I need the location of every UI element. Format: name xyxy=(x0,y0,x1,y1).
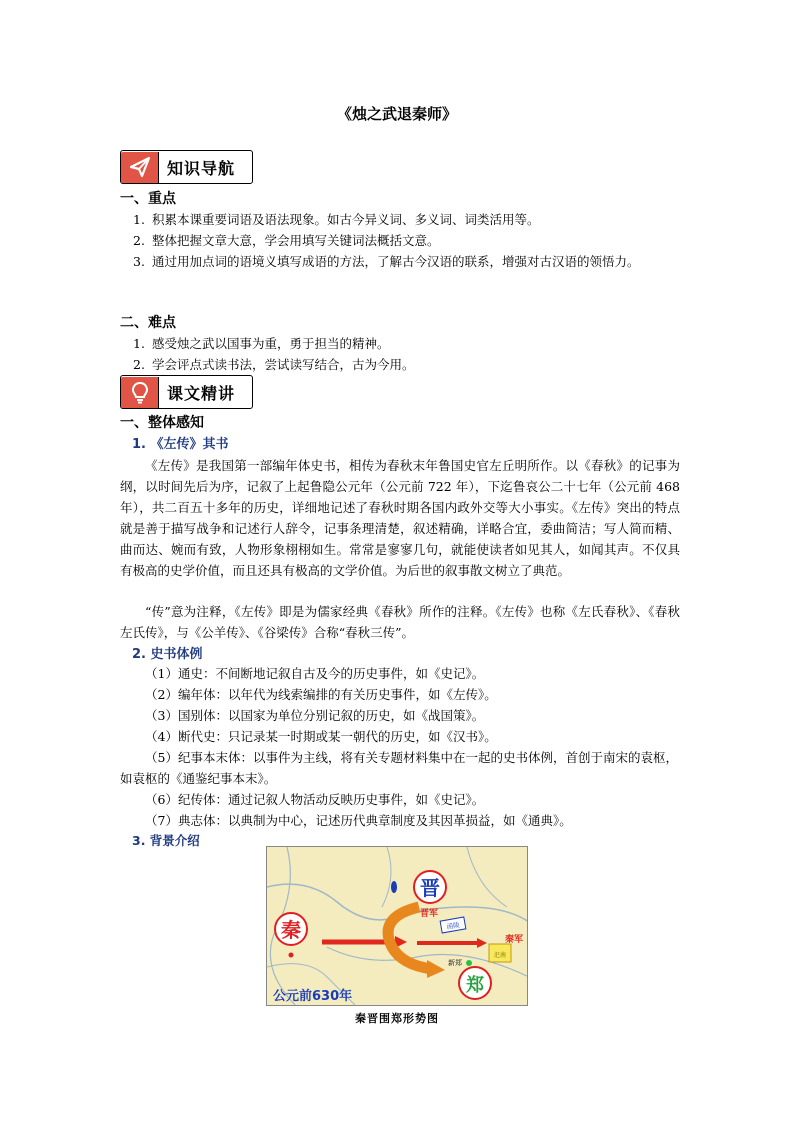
sub-heading-zuozhuan: 1. 《左传》其书 xyxy=(132,437,229,452)
xinzheng-marker xyxy=(466,960,472,966)
list-item: 1. 积累本课重要词语及语法现象。如古今异义词、多义词、词类活用等。 xyxy=(133,212,540,227)
list-item: （3）国别体：以国家为单位分别记叙的历史，如《战国策》。 xyxy=(145,708,485,723)
map-svg xyxy=(267,847,528,1006)
xinzheng-label: 新郑 xyxy=(448,959,462,967)
list-item: （2）编年体：以年代为线索编排的有关历史事件，如《左传》。 xyxy=(145,687,497,702)
jin-label: 晋 xyxy=(420,876,440,900)
sub-heading-history-styles: 2. 史书体例 xyxy=(132,647,203,662)
list-item: （7）典志体：以典制为中心，记述历代典章制度及其因革损益，如《通典》。 xyxy=(145,813,572,828)
page-title: 《烛之武退秦师》 xyxy=(336,105,457,123)
banner-label: 课文精讲 xyxy=(167,383,236,403)
year-label: 公元前630年 xyxy=(273,989,353,1004)
list-item: （6）纪传体：通过记叙人物活动反映历史事件，如《史记》。 xyxy=(145,792,485,807)
key-points-heading: 一、重点 xyxy=(120,191,176,207)
paper-plane-icon xyxy=(128,156,152,178)
list-item: （4）断代史：只记录某一时期或某一朝代的历史，如《汉书》。 xyxy=(145,729,497,744)
list-item: 3. 通过用加点词的语境义填写成语的方法，了解古今汉语的联系，增强对古汉语的领悟力。 xyxy=(133,254,640,269)
difficulties-heading: 二、难点 xyxy=(120,315,176,331)
section-banner-text-analysis xyxy=(120,375,253,409)
overview-heading: 一、整体感知 xyxy=(120,415,204,431)
map-image xyxy=(266,846,528,1006)
section-banner-knowledge-nav xyxy=(120,150,253,184)
list-item: （5）纪事本末体：以事件为主线，将有关专题材料集中在一起的史书体例，首创于南宋的袁枢，如袁枢的《通鉴纪事本末》。 xyxy=(120,750,678,786)
paragraph-zhuan-meaning: “传”意为注释，《左传》即是为儒家经典《春秋》所作的注释。《左传》也称《左氏春秋》、《春秋左氏传》，与《公羊传》、《谷梁传》合称“春秋三传”。 xyxy=(120,604,680,640)
list-item: （1）通史：不间断地记叙自古及今的历史事件，如《史记》。 xyxy=(145,666,485,681)
list-item: 2. 整体把握文章大意，学会用填写关键词法概括文意。 xyxy=(133,233,440,248)
banner-icon-box xyxy=(121,152,159,183)
lightbulb-icon xyxy=(129,380,151,404)
list-item: 2. 学会评点式读书法，尝试读写结合，古为今用。 xyxy=(133,357,415,372)
fanshui-label: 氾南 xyxy=(493,952,507,959)
hanling-label: 函陵 xyxy=(446,920,461,932)
jin-capital-marker xyxy=(391,881,397,893)
paragraph-zuozhuan: 《左传》是我国第一部编年体史书，相传为春秋末年鲁国史官左丘明所作。以《春秋》的记事为纲，以时间先后为序，记叙了上起鲁隐公元年（公元前 722 年），下迄鲁哀公二十七年（公元前 468 年），共二百五十多年的历史，详细地记述了春秋时期各国内政外交等大小事实。《左传》突出的特点就是善于描写战争和记述行人辞令，记事条理清楚，叙述精确，详略合宜，委曲简洁；写人简而精、曲而达、婉而有致，人物形象栩栩如生。常常是寥寥几句，就能使读者如见其人，如闻其声。不仅具有极高的史学价值，而且还具有极高的文学价值。为后世的叙事散文树立了典范。 xyxy=(120,458,680,578)
qin-army-label: 秦军 xyxy=(505,935,524,945)
jin-army-label: 晋军 xyxy=(420,909,439,919)
sub-heading-background: 3. 背景介绍 xyxy=(132,833,200,848)
zheng-label: 郑 xyxy=(466,975,484,996)
qin-label: 秦 xyxy=(281,918,301,942)
qin-capital-marker xyxy=(289,953,294,958)
map-caption: 秦晋围郑形势图 xyxy=(355,1012,439,1025)
list-item: 1. 感受烛之武以国事为重，勇于担当的精神。 xyxy=(133,336,390,351)
banner-label: 知识导航 xyxy=(167,158,236,178)
banner-icon-box xyxy=(121,377,159,408)
